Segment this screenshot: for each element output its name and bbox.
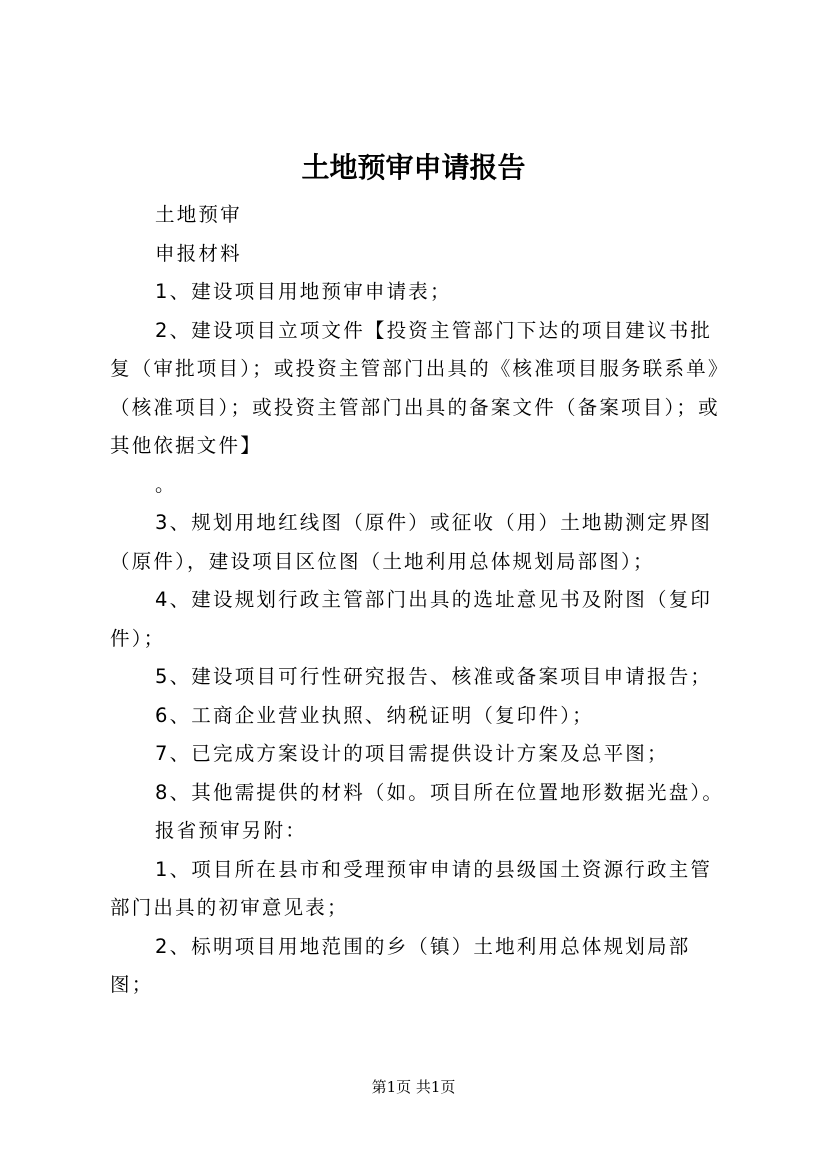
list-item-5: 5、建设项目可行性研究报告、核准或备案项目申请报告；: [155, 665, 713, 688]
list-item-7: 7、已完成方案设计的项目需提供设计方案及总平图；: [155, 742, 669, 765]
list-item-2: 2、建设项目立项文件【投资主管部门下达的项目建议书批复（审批项目）；或投资主管部门出具的《核准项目服务联系单》（核准项目）；或投资主管部门出具的备案文件（备案项目）；或其他依据文件】: [110, 318, 730, 457]
list-item-2-period: 。: [155, 472, 177, 496]
list-item-1: 1、建设项目用地预审申请表；: [155, 280, 452, 303]
list-item-8: 8、其他需提供的材料（如。项目所在位置地形数据光盘）。: [155, 780, 725, 804]
paragraph-land-pre-review: 土地预审: [155, 203, 242, 226]
list-item-3: 3、规划用地红线图（原件）或征收（用）土地勘测定界图（原件），建设项目区位图（土地利用总体规划局部图）；: [110, 511, 713, 573]
list-item-6: 6、工商企业营业执照、纳税证明（复印件）；: [155, 703, 594, 727]
page-footer: 第1页 共1页: [371, 1078, 456, 1096]
provincial-item-2: 2、标明项目用地范围的乡（镇）土地利用总体规划局部图；: [110, 934, 691, 996]
provincial-review-heading: 报省预审另附：: [155, 819, 307, 842]
provincial-item-1: 1、项目所在县市和受理预审申请的县级国土资源行政主管部门出具的初审意见表；: [110, 857, 713, 919]
document-body: [110, 196, 730, 1005]
list-item-4: 4、建设规划行政主管部门出具的选址意见书及附图（复印件）；: [110, 588, 713, 650]
document-title: 土地预审申请报告: [301, 151, 526, 184]
paragraph-application-materials: 申报材料: [155, 241, 242, 265]
